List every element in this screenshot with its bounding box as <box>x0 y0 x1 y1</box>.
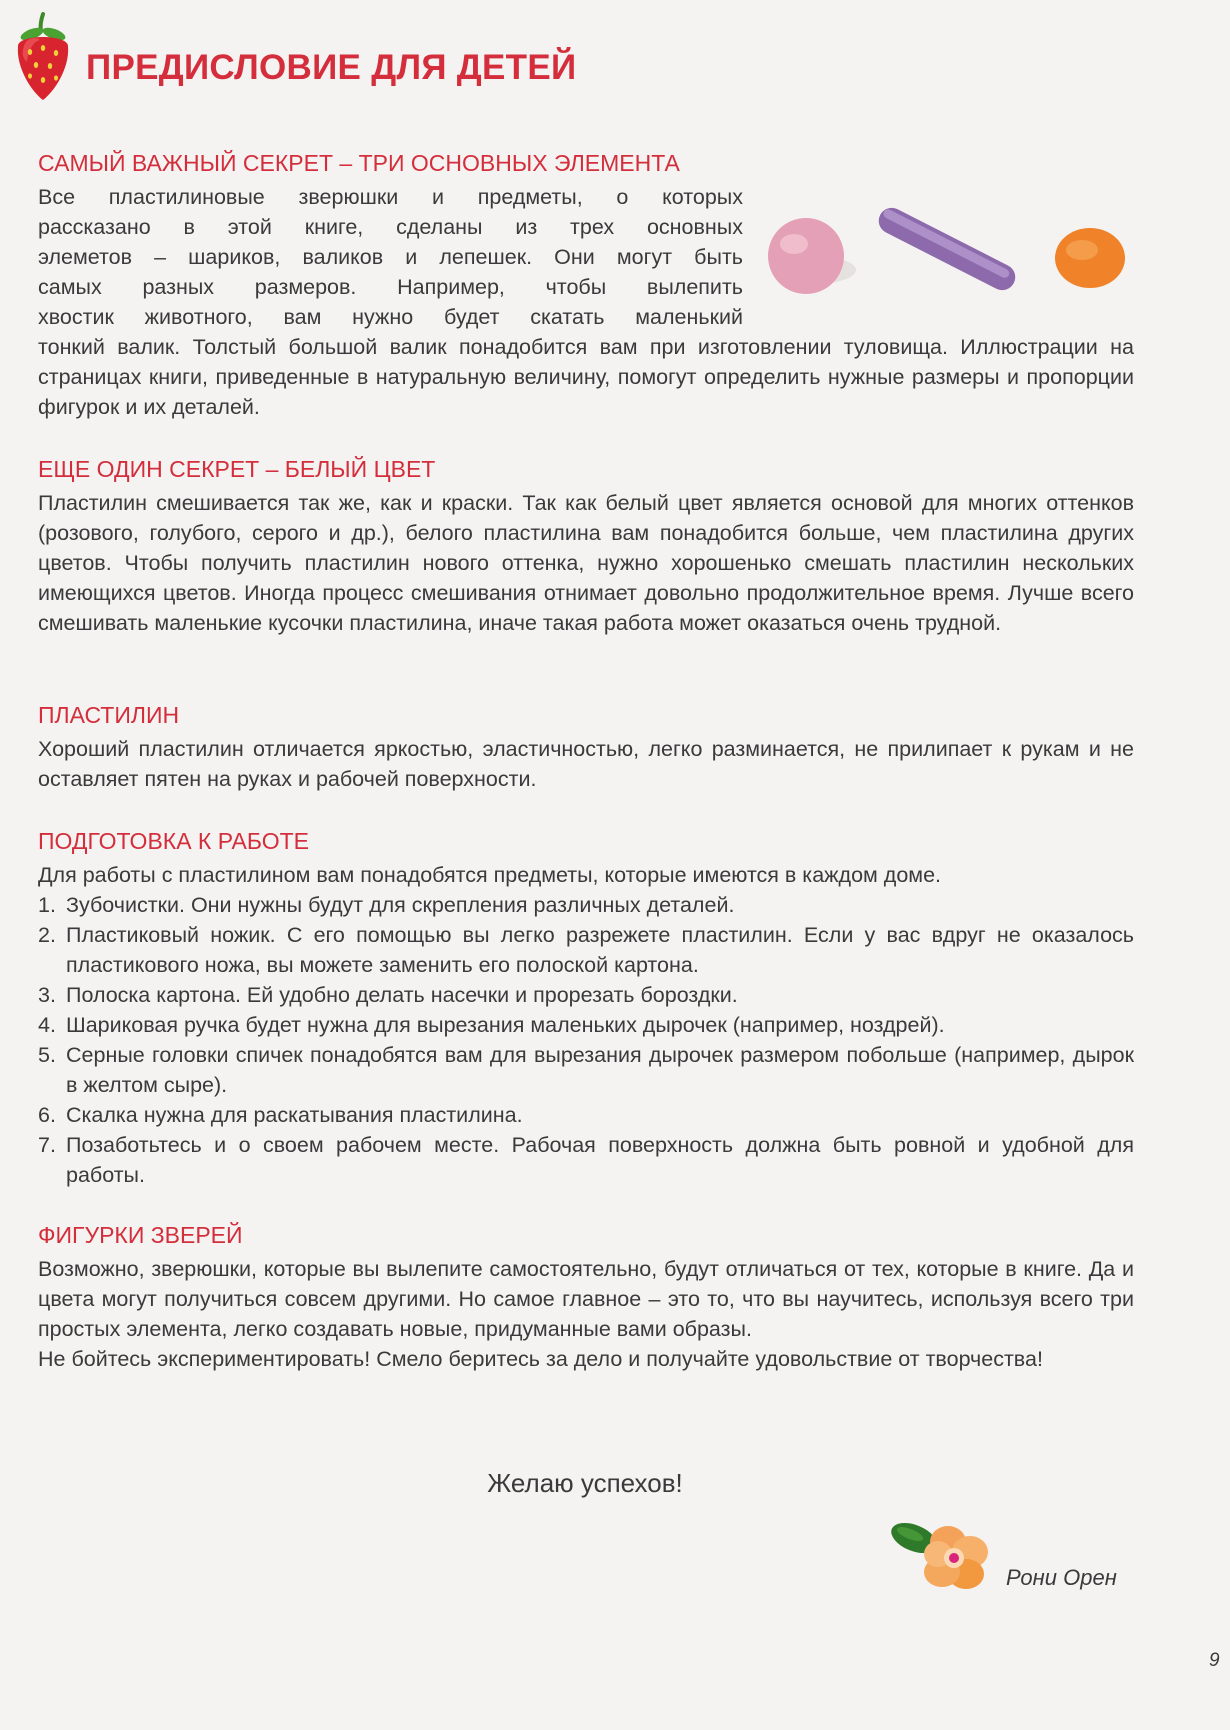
section-animal-figures <box>38 1220 1134 1374</box>
list-item <box>38 1130 1134 1190</box>
list-number: 3. <box>38 983 56 1007</box>
section-paragraph: Не бойтесь экспериментировать! Смело беритесь за дело и получайте удовольствие от творчества! <box>38 1347 1043 1371</box>
section-white-color <box>38 454 1134 638</box>
section-plasticine <box>38 700 1134 794</box>
section-paragraph: Пластилин смешивается так же, как и краски. Так как белый цвет является основой для многих оттенков (розового, голубого, серого и др.), белого пластилина вам понадобится больше, чем пластилина других цветов. Чтобы получить пластилин нового оттенка, нужно хорошенько смешать пластилин нескольких имеющихся цветов. Иногда процесс смешивания отнимает довольно продолжительное время. Лучше всего смешивать маленькие кусочки пластилина, иначе такая работа может оказаться очень трудной. <box>38 491 1134 635</box>
flower-icon <box>886 1512 998 1596</box>
list-number: 4. <box>38 1013 56 1037</box>
list-item <box>38 1040 1134 1100</box>
list-item <box>38 890 1134 920</box>
list-text: Серные головки спичек понадобятся вам для вырезания дырочек размером побольше (например, дырок в желтом сыре). <box>66 1043 1134 1097</box>
list-number: 7. <box>38 1133 56 1157</box>
list-number: 2. <box>38 923 56 947</box>
page-title: ПРЕДИСЛОВИЕ ДЛЯ ДЕТЕЙ <box>86 48 577 87</box>
list-number: 5. <box>38 1043 56 1067</box>
text-beside-image <box>38 182 743 332</box>
list-item <box>38 920 1134 980</box>
author-signature: Рони Орен <box>1006 1565 1117 1590</box>
list-text: Полоска картона. Ей удобно делать насечки и прорезать бороздки. <box>66 983 738 1007</box>
list-text: Шариковая ручка будет нужна для вырезания маленьких дырочек (например, ноздрей). <box>66 1013 945 1037</box>
plasticine-shapes-illustration <box>762 200 1142 320</box>
list-text: Пластиковый ножик. С его помощью вы легко разрежете пластилин. Если у вас вдруг не оказалось пластикового ножа, вы можете заменить его полоской картона. <box>66 923 1134 977</box>
section-paragraph: Возможно, зверюшки, которые вы вылепите самостоятельно, будут отличаться от тех, которые в книге. Да и цвета могут получиться совсем другими. Но самое главное – это то, что вы научитесь, используя всего три простых элемента, легко создавать новые, придуманные вами образы. <box>38 1257 1134 1341</box>
section-title: ПОДГОТОВКА К РАБОТЕ <box>38 828 309 854</box>
list-text: Зубочистки. Они нужны будут для скрепления различных деталей. <box>66 893 735 917</box>
page-number: 9 <box>1209 1650 1220 1671</box>
list-item <box>38 980 1134 1010</box>
list-number: 1. <box>38 893 56 917</box>
tools-list <box>38 890 1134 1190</box>
section-paragraph: тонкий валик. Толстый большой валик понадобится вам при изготовлении туловища. Иллюстрации на страницах книги, приведенные в натуральную величину, помогут определить нужные размеры и пропорции фигурок и их деталей. <box>38 335 1134 419</box>
section-intro: Для работы с пластилином вам понадобятся предметы, которые имеются в каждом доме. <box>38 863 941 887</box>
text-line: элеметов – шариков, валиков и лепешек. Они могут быть <box>38 245 743 269</box>
closing-wish: Желаю успехов! <box>487 1468 683 1498</box>
text-line: рассказано в этой книге, сделаны из трех основных <box>38 215 743 239</box>
ball-shape <box>768 218 844 294</box>
section-title: ПЛАСТИЛИН <box>38 702 180 728</box>
section-paragraph: Хороший пластилин отличается яркостью, эластичностью, легко разминается, не прилипает к рукам и не оставляет пятен на руках и рабочей поверхности. <box>38 737 1134 791</box>
text-line: Все пластилиновые зверюшки и предметы, о которых <box>38 185 743 209</box>
section-title: ЕЩЕ ОДИН СЕКРЕТ – БЕЛЫЙ ЦВЕТ <box>38 456 436 482</box>
list-text: Позаботьтесь и о своем рабочем месте. Рабочая поверхность должна быть ровной и удобной для работы. <box>66 1133 1134 1187</box>
list-item <box>38 1010 1134 1040</box>
section-title: ФИГУРКИ ЗВЕРЕЙ <box>38 1222 243 1248</box>
strawberry-icon <box>10 6 76 106</box>
section-preparation <box>38 826 1134 1190</box>
text-line: хвостик животного, вам нужно будет скатать маленький <box>38 305 743 329</box>
list-item <box>38 1100 1134 1130</box>
section-title: САМЫЙ ВАЖНЫЙ СЕКРЕТ – ТРИ ОСНОВНЫХ ЭЛЕМЕНТА <box>38 150 680 176</box>
text-line: самых разных размеров. Например, чтобы вылепить <box>38 275 743 299</box>
list-text: Скалка нужна для раскатывания пластилина. <box>66 1103 523 1127</box>
list-number: 6. <box>38 1103 56 1127</box>
